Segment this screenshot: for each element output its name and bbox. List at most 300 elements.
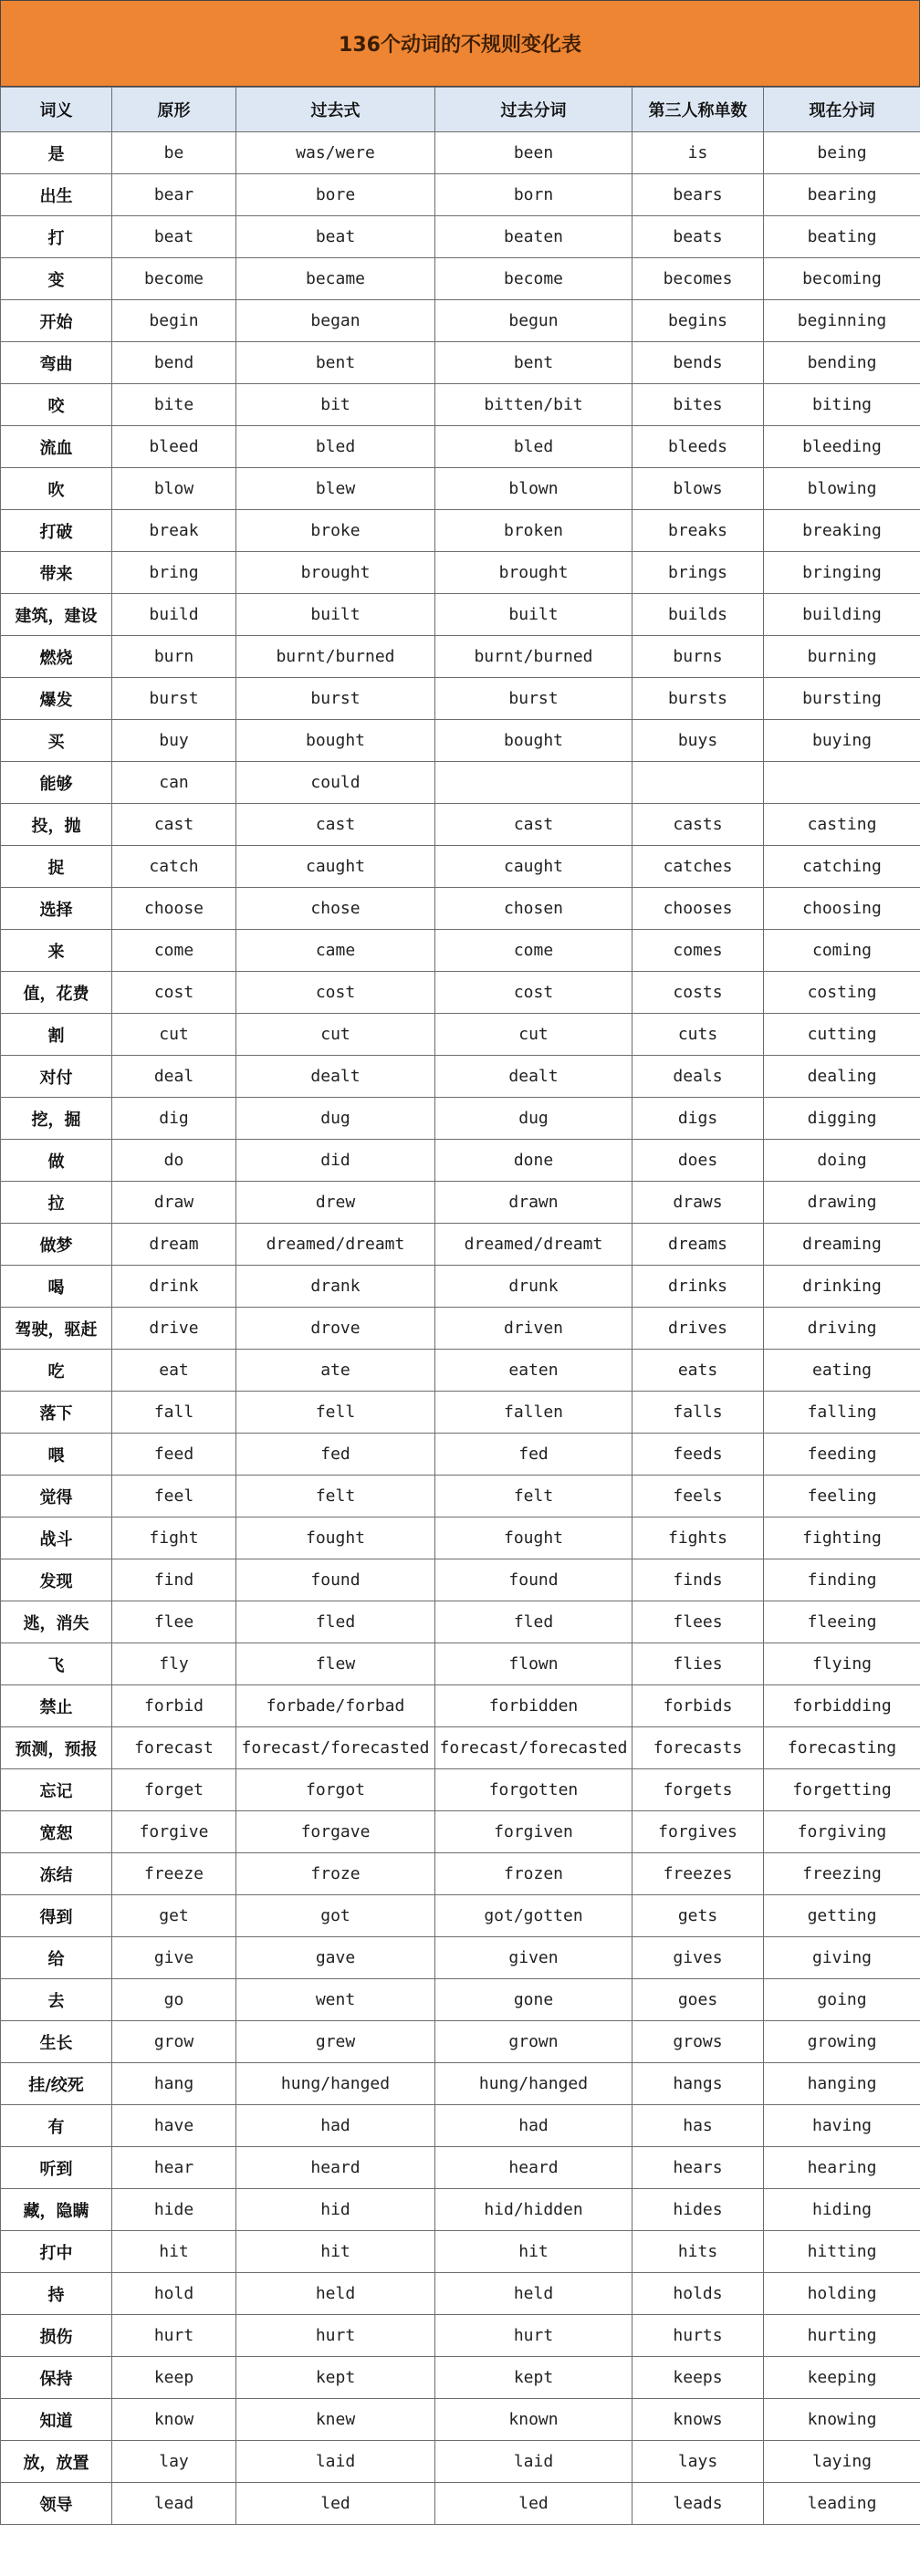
- table-row: [1, 930, 920, 972]
- cell-past-participle: bought: [435, 720, 632, 762]
- cell-meaning: 割: [1, 1014, 112, 1056]
- cell-past-participle: dreamed/dreamt: [435, 1224, 632, 1266]
- cell-past-participle: driven: [435, 1308, 632, 1350]
- irregular-verb-table: [0, 87, 920, 2525]
- cell-present-participle: costing: [764, 972, 920, 1014]
- table-row: [1, 1266, 920, 1308]
- table-row: [1, 972, 920, 1014]
- table-row: [1, 258, 920, 300]
- cell-present-participle: hanging: [764, 2063, 920, 2105]
- header-past-participle: 过去分词: [435, 88, 632, 132]
- table-header: [1, 88, 920, 132]
- cell-meaning: 得到: [1, 1895, 112, 1937]
- cell-third-person: gets: [632, 1895, 764, 1937]
- cell-base-form: forgive: [112, 1811, 236, 1853]
- cell-base-form: hang: [112, 2063, 236, 2105]
- cell-base-form: can: [112, 762, 236, 804]
- header-third-person-singular: 第三人称单数: [632, 88, 764, 132]
- cell-past-participle: hit: [435, 2231, 632, 2273]
- cell-past-tense: drew: [236, 1182, 435, 1224]
- cell-meaning: 拉: [1, 1182, 112, 1224]
- cell-base-form: buy: [112, 720, 236, 762]
- table-row: [1, 1476, 920, 1517]
- cell-past-participle: fed: [435, 1434, 632, 1476]
- cell-present-participle: freezing: [764, 1853, 920, 1895]
- cell-past-tense: hurt: [236, 2315, 435, 2357]
- cell-base-form: become: [112, 258, 236, 300]
- cell-meaning: 变: [1, 258, 112, 300]
- cell-present-participle: biting: [764, 384, 920, 426]
- table-row: [1, 1392, 920, 1434]
- cell-base-form: bend: [112, 342, 236, 384]
- cell-third-person: is: [632, 132, 764, 174]
- cell-past-participle: grown: [435, 2021, 632, 2063]
- cell-present-participle: burning: [764, 636, 920, 678]
- cell-past-participle: given: [435, 1937, 632, 1979]
- cell-present-participle: drinking: [764, 1266, 920, 1308]
- table-row: [1, 2441, 920, 2483]
- cell-present-participle: bending: [764, 342, 920, 384]
- cell-present-participle: finding: [764, 1559, 920, 1601]
- cell-base-form: lay: [112, 2441, 236, 2483]
- cell-past-participle: born: [435, 174, 632, 216]
- cell-base-form: hurt: [112, 2315, 236, 2357]
- cell-present-participle: fighting: [764, 1517, 920, 1559]
- cell-meaning: 打中: [1, 2231, 112, 2273]
- cell-present-participle: becoming: [764, 258, 920, 300]
- cell-base-form: come: [112, 930, 236, 972]
- table-row: [1, 1685, 920, 1727]
- cell-present-participle: going: [764, 1979, 920, 2021]
- cell-past-tense: forbade/forbad: [236, 1685, 435, 1727]
- cell-past-tense: cast: [236, 804, 435, 846]
- cell-third-person: gives: [632, 1937, 764, 1979]
- table-title: 136个动词的不规则变化表: [0, 0, 920, 87]
- cell-present-participle: drawing: [764, 1182, 920, 1224]
- cell-third-person: drives: [632, 1308, 764, 1350]
- cell-past-tense: was/were: [236, 132, 435, 174]
- cell-past-participle: been: [435, 132, 632, 174]
- cell-past-tense: chose: [236, 888, 435, 930]
- header-base-form: 原形: [112, 88, 236, 132]
- table-row: [1, 1182, 920, 1224]
- table-row: [1, 678, 920, 720]
- cell-base-form: bite: [112, 384, 236, 426]
- cell-third-person: begins: [632, 300, 764, 342]
- table-row: [1, 2147, 920, 2189]
- cell-present-participle: bursting: [764, 678, 920, 720]
- cell-past-tense: broke: [236, 510, 435, 552]
- cell-past-participle: heard: [435, 2147, 632, 2189]
- cell-meaning: 忘记: [1, 1769, 112, 1811]
- cell-meaning: 生长: [1, 2021, 112, 2063]
- table-row: [1, 174, 920, 216]
- cell-base-form: drive: [112, 1308, 236, 1350]
- cell-past-tense: brought: [236, 552, 435, 594]
- table-row: [1, 636, 920, 678]
- cell-past-participle: drawn: [435, 1182, 632, 1224]
- cell-past-tense: kept: [236, 2357, 435, 2399]
- cell-base-form: choose: [112, 888, 236, 930]
- cell-base-form: burst: [112, 678, 236, 720]
- table-row: [1, 1895, 920, 1937]
- cell-meaning: 买: [1, 720, 112, 762]
- cell-present-participle: dreaming: [764, 1224, 920, 1266]
- cell-present-participle: keeping: [764, 2357, 920, 2399]
- cell-past-participle: had: [435, 2105, 632, 2147]
- cell-base-form: be: [112, 132, 236, 174]
- cell-past-tense: burnt/burned: [236, 636, 435, 678]
- cell-meaning: 能够: [1, 762, 112, 804]
- cell-base-form: fight: [112, 1517, 236, 1559]
- cell-past-participle: felt: [435, 1476, 632, 1517]
- cell-third-person: blows: [632, 468, 764, 510]
- cell-meaning: 挂/绞死: [1, 2063, 112, 2105]
- cell-past-tense: bled: [236, 426, 435, 468]
- cell-third-person: forgives: [632, 1811, 764, 1853]
- table-row: [1, 888, 920, 930]
- cell-meaning: 吹: [1, 468, 112, 510]
- cell-past-tense: got: [236, 1895, 435, 1937]
- cell-third-person: forecasts: [632, 1727, 764, 1769]
- cell-base-form: bleed: [112, 426, 236, 468]
- cell-base-form: fly: [112, 1643, 236, 1685]
- cell-third-person: bleeds: [632, 426, 764, 468]
- cell-past-tense: dreamed/dreamt: [236, 1224, 435, 1266]
- cell-past-participle: come: [435, 930, 632, 972]
- table-row: [1, 1769, 920, 1811]
- cell-present-participle: casting: [764, 804, 920, 846]
- cell-base-form: grow: [112, 2021, 236, 2063]
- cell-base-form: find: [112, 1559, 236, 1601]
- cell-present-participle: breaking: [764, 510, 920, 552]
- cell-past-tense: bent: [236, 342, 435, 384]
- cell-present-participle: getting: [764, 1895, 920, 1937]
- cell-past-tense: hit: [236, 2231, 435, 2273]
- table-row: [1, 1727, 920, 1769]
- table-row: [1, 1853, 920, 1895]
- table-row: [1, 1056, 920, 1098]
- cell-past-participle: hid/hidden: [435, 2189, 632, 2231]
- cell-meaning: 逃，消失: [1, 1601, 112, 1643]
- cell-present-participle: bearing: [764, 174, 920, 216]
- cell-base-form: give: [112, 1937, 236, 1979]
- cell-base-form: bear: [112, 174, 236, 216]
- cell-base-form: forecast: [112, 1727, 236, 1769]
- cell-meaning: 驾驶，驱赶: [1, 1308, 112, 1350]
- cell-past-participle: cut: [435, 1014, 632, 1056]
- cell-meaning: 去: [1, 1979, 112, 2021]
- cell-past-participle: frozen: [435, 1853, 632, 1895]
- cell-meaning: 做梦: [1, 1224, 112, 1266]
- cell-present-participle: forecasting: [764, 1727, 920, 1769]
- cell-past-participle: got/gotten: [435, 1895, 632, 1937]
- cell-past-participle: dealt: [435, 1056, 632, 1098]
- cell-present-participle: knowing: [764, 2399, 920, 2441]
- cell-third-person: feels: [632, 1476, 764, 1517]
- cell-base-form: cast: [112, 804, 236, 846]
- cell-meaning: 爆发: [1, 678, 112, 720]
- cell-present-participle: giving: [764, 1937, 920, 1979]
- table-row: [1, 2063, 920, 2105]
- cell-past-participle: hung/hanged: [435, 2063, 632, 2105]
- cell-third-person: feeds: [632, 1434, 764, 1476]
- cell-meaning: 是: [1, 132, 112, 174]
- cell-past-tense: felt: [236, 1476, 435, 1517]
- cell-past-participle: kept: [435, 2357, 632, 2399]
- cell-base-form: bring: [112, 552, 236, 594]
- table-row: [1, 720, 920, 762]
- cell-third-person: breaks: [632, 510, 764, 552]
- cell-third-person: cuts: [632, 1014, 764, 1056]
- cell-base-form: fall: [112, 1392, 236, 1434]
- cell-present-participle: growing: [764, 2021, 920, 2063]
- cell-present-participle: driving: [764, 1308, 920, 1350]
- cell-present-participle: leading: [764, 2483, 920, 2525]
- cell-past-tense: grew: [236, 2021, 435, 2063]
- cell-meaning: 给: [1, 1937, 112, 1979]
- cell-base-form: dream: [112, 1224, 236, 1266]
- cell-base-form: hold: [112, 2273, 236, 2315]
- cell-past-tense: heard: [236, 2147, 435, 2189]
- cell-base-form: get: [112, 1895, 236, 1937]
- cell-meaning: 吃: [1, 1350, 112, 1392]
- cell-past-tense: hid: [236, 2189, 435, 2231]
- cell-past-tense: beat: [236, 216, 435, 258]
- cell-third-person: flies: [632, 1643, 764, 1685]
- cell-past-tense: hung/hanged: [236, 2063, 435, 2105]
- cell-past-tense: forgave: [236, 1811, 435, 1853]
- cell-base-form: draw: [112, 1182, 236, 1224]
- table-row: [1, 468, 920, 510]
- cell-meaning: 喝: [1, 1266, 112, 1308]
- cell-meaning: 弯曲: [1, 342, 112, 384]
- cell-third-person: bites: [632, 384, 764, 426]
- cell-present-participle: bleeding: [764, 426, 920, 468]
- table-row: [1, 1098, 920, 1140]
- cell-base-form: forget: [112, 1769, 236, 1811]
- cell-third-person: digs: [632, 1098, 764, 1140]
- cell-third-person: deals: [632, 1056, 764, 1098]
- cell-meaning: 知道: [1, 2399, 112, 2441]
- table-row: [1, 300, 920, 342]
- cell-base-form: eat: [112, 1350, 236, 1392]
- cell-present-participle: digging: [764, 1098, 920, 1140]
- cell-third-person: leads: [632, 2483, 764, 2525]
- cell-meaning: 冻结: [1, 1853, 112, 1895]
- cell-base-form: build: [112, 594, 236, 636]
- cell-past-tense: led: [236, 2483, 435, 2525]
- cell-third-person: chooses: [632, 888, 764, 930]
- cell-third-person: knows: [632, 2399, 764, 2441]
- cell-past-tense: gave: [236, 1937, 435, 1979]
- cell-third-person: fights: [632, 1517, 764, 1559]
- cell-past-tense: fed: [236, 1434, 435, 1476]
- cell-present-participle: building: [764, 594, 920, 636]
- cell-past-participle: caught: [435, 846, 632, 888]
- table-row: [1, 1350, 920, 1392]
- cell-meaning: 打破: [1, 510, 112, 552]
- table-row: [1, 2483, 920, 2525]
- cell-past-participle: known: [435, 2399, 632, 2441]
- table-row: [1, 2315, 920, 2357]
- cell-third-person: costs: [632, 972, 764, 1014]
- cell-past-participle: dug: [435, 1098, 632, 1140]
- cell-past-participle: broken: [435, 510, 632, 552]
- table-row: [1, 762, 920, 804]
- cell-base-form: go: [112, 1979, 236, 2021]
- cell-present-participle: catching: [764, 846, 920, 888]
- cell-past-participle: fallen: [435, 1392, 632, 1434]
- cell-base-form: hear: [112, 2147, 236, 2189]
- cell-past-tense: did: [236, 1140, 435, 1182]
- table-row: [1, 1140, 920, 1182]
- cell-third-person: hurts: [632, 2315, 764, 2357]
- cell-third-person: dreams: [632, 1224, 764, 1266]
- cell-past-tense: laid: [236, 2441, 435, 2483]
- cell-past-tense: blew: [236, 468, 435, 510]
- header-present-participle: 现在分词: [764, 88, 920, 132]
- table-row: [1, 804, 920, 846]
- cell-present-participle: holding: [764, 2273, 920, 2315]
- table-body: [1, 132, 920, 2525]
- cell-past-tense: flew: [236, 1643, 435, 1685]
- cell-base-form: drink: [112, 1266, 236, 1308]
- cell-present-participle: choosing: [764, 888, 920, 930]
- cell-past-tense: cost: [236, 972, 435, 1014]
- table-row: [1, 2273, 920, 2315]
- table-row: [1, 1014, 920, 1056]
- header-row: [1, 88, 920, 132]
- cell-base-form: feed: [112, 1434, 236, 1476]
- cell-past-participle: bled: [435, 426, 632, 468]
- cell-present-participle: hearing: [764, 2147, 920, 2189]
- table-row: [1, 2357, 920, 2399]
- cell-present-participle: hitting: [764, 2231, 920, 2273]
- cell-past-participle: brought: [435, 552, 632, 594]
- table-row: [1, 510, 920, 552]
- cell-past-participle: beaten: [435, 216, 632, 258]
- table-row: [1, 216, 920, 258]
- table-row: [1, 1601, 920, 1643]
- cell-past-tense: bore: [236, 174, 435, 216]
- table-row: [1, 1224, 920, 1266]
- cell-base-form: begin: [112, 300, 236, 342]
- cell-third-person: hears: [632, 2147, 764, 2189]
- cell-past-tense: bought: [236, 720, 435, 762]
- cell-past-tense: found: [236, 1559, 435, 1601]
- cell-third-person: buys: [632, 720, 764, 762]
- cell-past-tense: went: [236, 1979, 435, 2021]
- cell-meaning: 保持: [1, 2357, 112, 2399]
- cell-present-participle: doing: [764, 1140, 920, 1182]
- cell-past-participle: built: [435, 594, 632, 636]
- cell-base-form: hit: [112, 2231, 236, 2273]
- cell-present-participle: blowing: [764, 468, 920, 510]
- cell-present-participle: eating: [764, 1350, 920, 1392]
- cell-past-participle: cost: [435, 972, 632, 1014]
- cell-past-participle: eaten: [435, 1350, 632, 1392]
- cell-meaning: 燃烧: [1, 636, 112, 678]
- cell-present-participle: beginning: [764, 300, 920, 342]
- cell-meaning: 投，抛: [1, 804, 112, 846]
- cell-meaning: 持: [1, 2273, 112, 2315]
- cell-past-participle: chosen: [435, 888, 632, 930]
- cell-present-participle: dealing: [764, 1056, 920, 1098]
- table-row: [1, 426, 920, 468]
- table-row: [1, 594, 920, 636]
- cell-past-tense: built: [236, 594, 435, 636]
- cell-past-tense: fell: [236, 1392, 435, 1434]
- table-row: [1, 1517, 920, 1559]
- cell-past-tense: could: [236, 762, 435, 804]
- cell-past-participle: burnt/burned: [435, 636, 632, 678]
- cell-past-participle: led: [435, 2483, 632, 2525]
- cell-present-participle: laying: [764, 2441, 920, 2483]
- cell-past-participle: forecast/forecasted: [435, 1727, 632, 1769]
- cell-present-participle: flying: [764, 1643, 920, 1685]
- cell-present-participle: forbidding: [764, 1685, 920, 1727]
- cell-past-tense: caught: [236, 846, 435, 888]
- cell-third-person: hits: [632, 2231, 764, 2273]
- cell-meaning: 建筑，建设: [1, 594, 112, 636]
- cell-present-participle: bringing: [764, 552, 920, 594]
- cell-base-form: freeze: [112, 1853, 236, 1895]
- cell-past-tense: knew: [236, 2399, 435, 2441]
- cell-present-participle: having: [764, 2105, 920, 2147]
- cell-base-form: blow: [112, 468, 236, 510]
- cell-meaning: 有: [1, 2105, 112, 2147]
- cell-meaning: 预测，预报: [1, 1727, 112, 1769]
- table-row: [1, 384, 920, 426]
- cell-meaning: 挖，掘: [1, 1098, 112, 1140]
- cell-third-person: casts: [632, 804, 764, 846]
- cell-base-form: do: [112, 1140, 236, 1182]
- cell-meaning: 出生: [1, 174, 112, 216]
- cell-third-person: bursts: [632, 678, 764, 720]
- cell-third-person: hides: [632, 2189, 764, 2231]
- table-row: [1, 2399, 920, 2441]
- cell-past-participle: forgiven: [435, 1811, 632, 1853]
- cell-third-person: does: [632, 1140, 764, 1182]
- cell-past-participle: laid: [435, 2441, 632, 2483]
- cell-base-form: flee: [112, 1601, 236, 1643]
- cell-past-tense: bit: [236, 384, 435, 426]
- cell-past-tense: forecast/forecasted: [236, 1727, 435, 1769]
- cell-meaning: 对付: [1, 1056, 112, 1098]
- table-row: [1, 342, 920, 384]
- cell-past-tense: forgot: [236, 1769, 435, 1811]
- cell-third-person: catches: [632, 846, 764, 888]
- cell-past-participle: fought: [435, 1517, 632, 1559]
- cell-third-person: forbids: [632, 1685, 764, 1727]
- cell-past-tense: dug: [236, 1098, 435, 1140]
- cell-present-participle: buying: [764, 720, 920, 762]
- cell-meaning: 带来: [1, 552, 112, 594]
- cell-meaning: 做: [1, 1140, 112, 1182]
- cell-meaning: 捉: [1, 846, 112, 888]
- cell-third-person: drinks: [632, 1266, 764, 1308]
- cell-present-participle: cutting: [764, 1014, 920, 1056]
- cell-present-participle: forgetting: [764, 1769, 920, 1811]
- table-row: [1, 1434, 920, 1476]
- table-row: [1, 1937, 920, 1979]
- cell-meaning: 喂: [1, 1434, 112, 1476]
- cell-present-participle: being: [764, 132, 920, 174]
- cell-third-person: eats: [632, 1350, 764, 1392]
- cell-present-participle: [764, 762, 920, 804]
- cell-meaning: 战斗: [1, 1517, 112, 1559]
